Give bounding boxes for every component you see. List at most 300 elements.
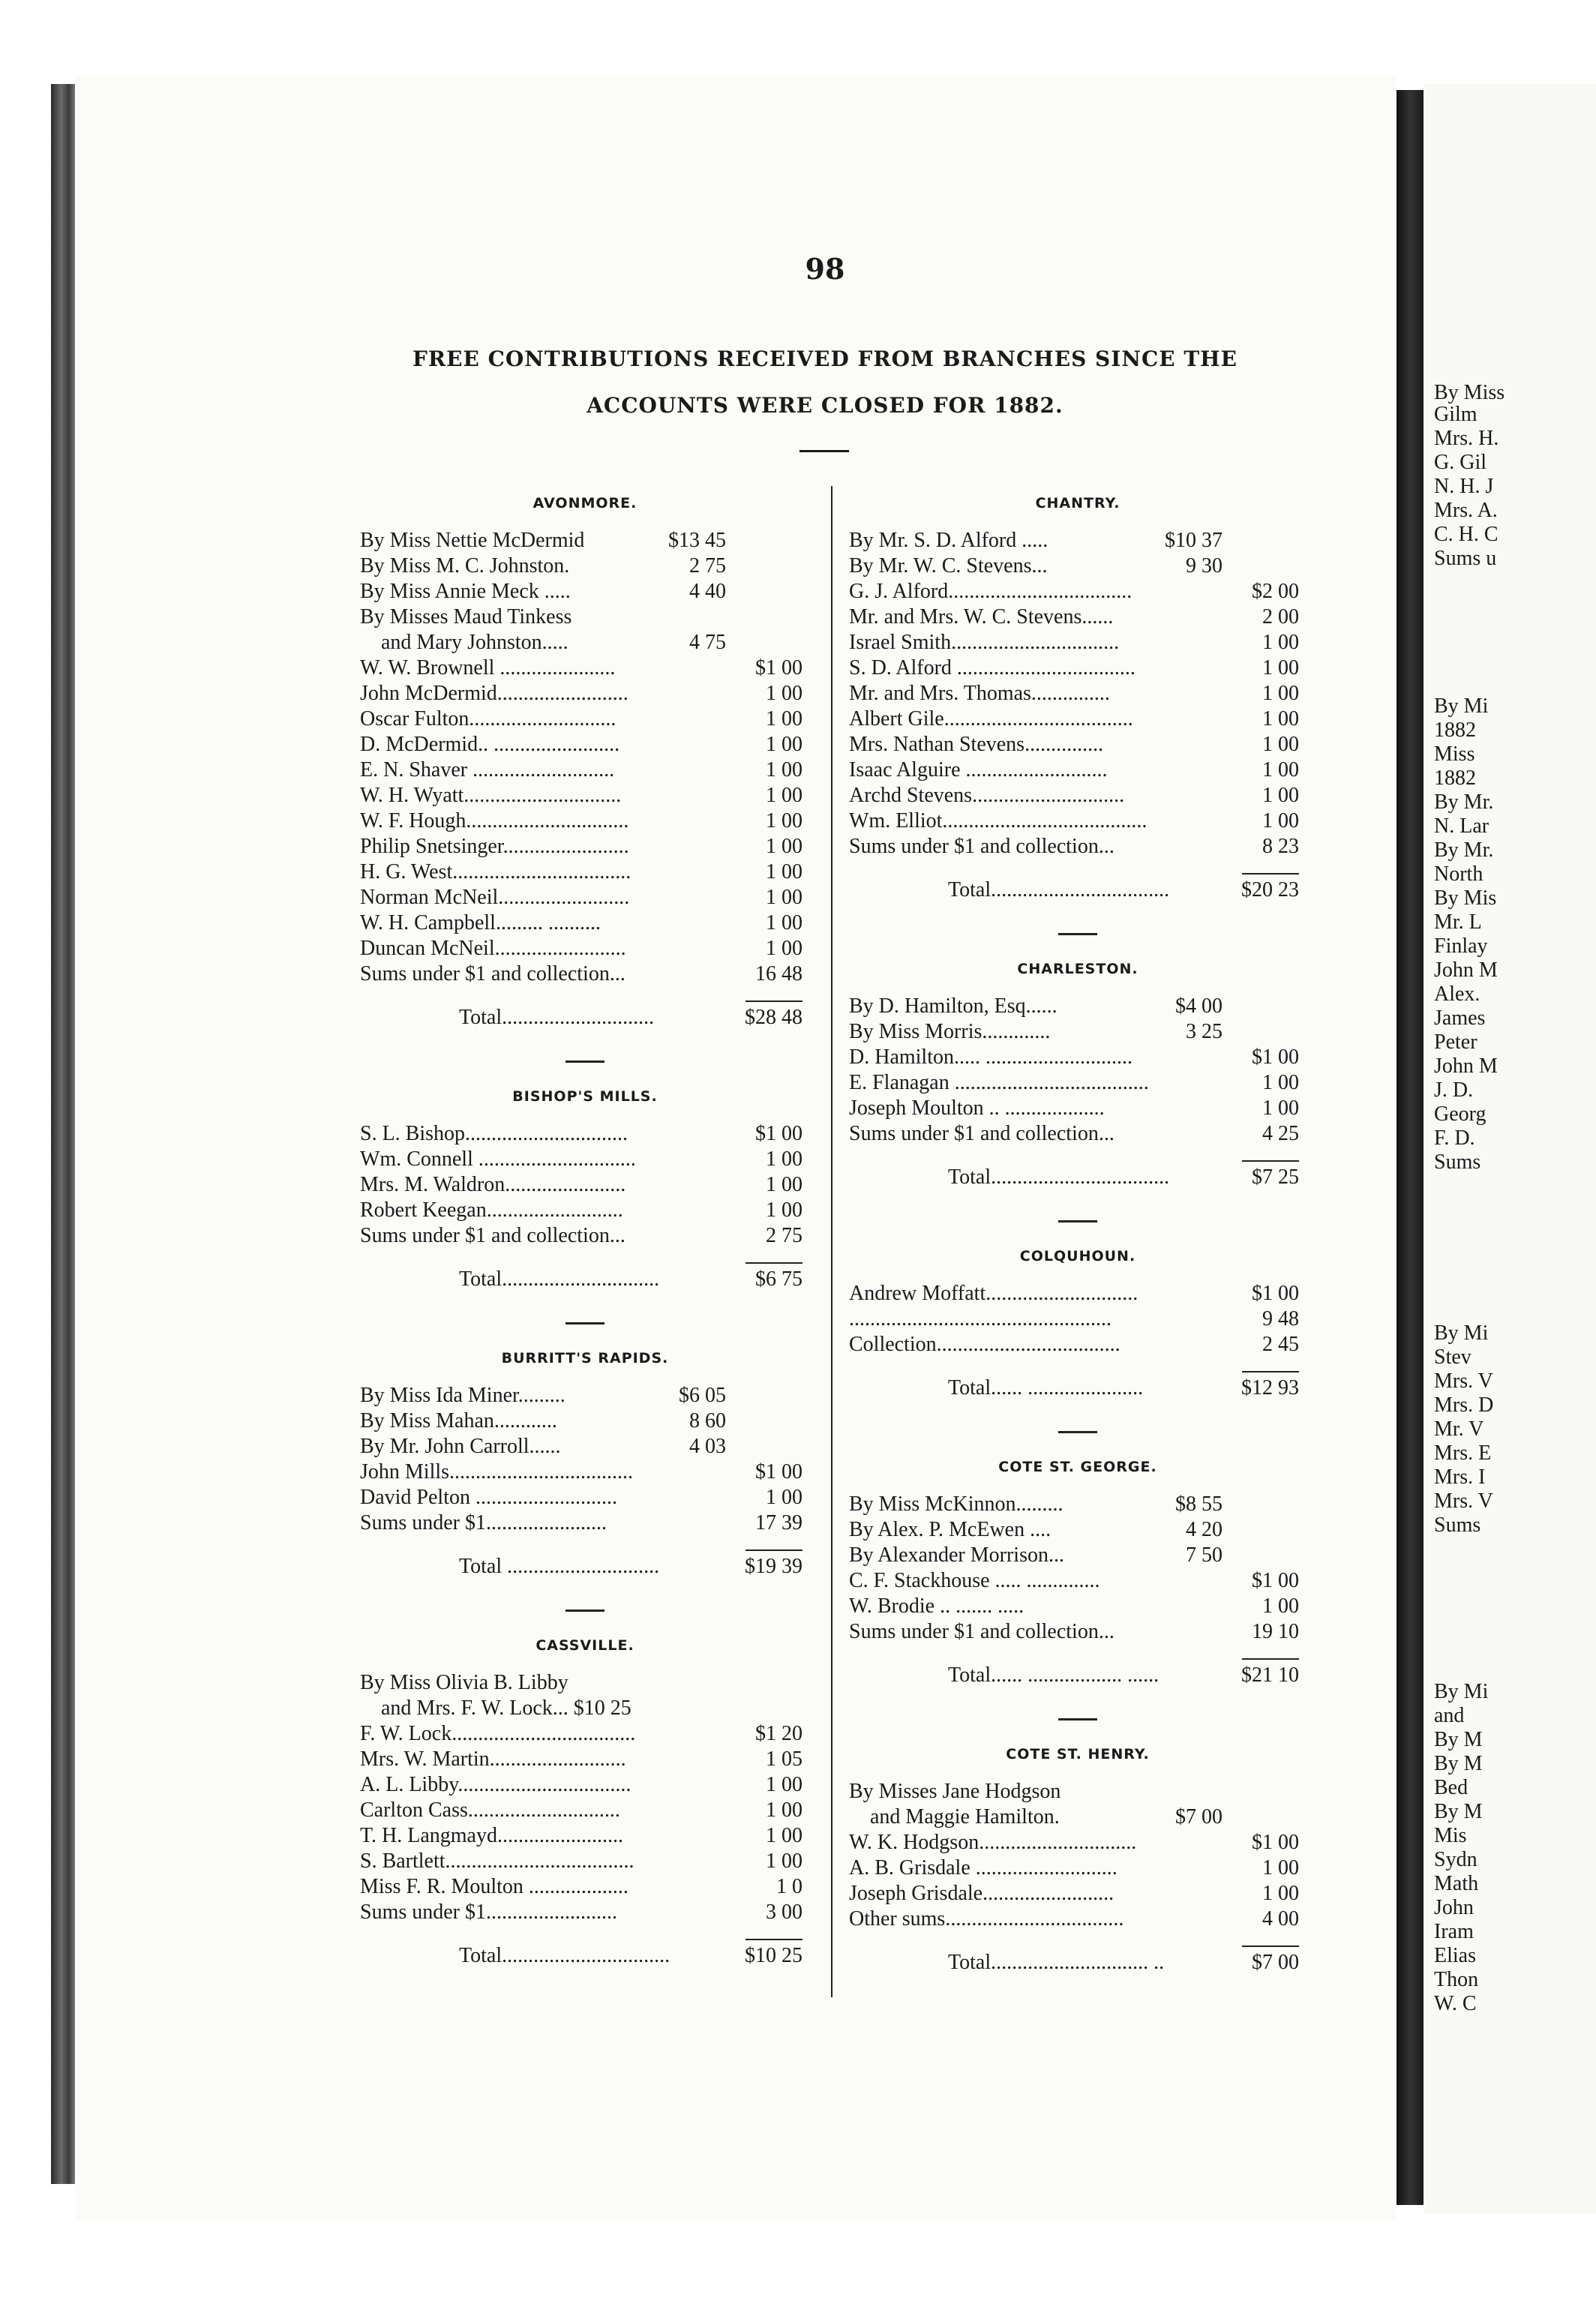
facing-page-text: By Mi bbox=[1434, 694, 1489, 718]
facing-page-text: By Mr. bbox=[1434, 790, 1494, 814]
total-label: Total................................ bbox=[459, 1944, 670, 1967]
entry-row bbox=[849, 834, 1306, 860]
facing-page-text: Alex. bbox=[1434, 982, 1480, 1006]
entry-label: Joseph Grisdale......................... bbox=[849, 1882, 1114, 1905]
entry-label: E. N. Shaver ........................... bbox=[360, 758, 615, 782]
total-amount: $21 10 bbox=[1241, 1664, 1299, 1687]
entry-row bbox=[849, 1121, 1306, 1147]
entry-row bbox=[849, 783, 1306, 808]
entry-label: W. H. Campbell......... .......... bbox=[360, 911, 601, 934]
book-gutter bbox=[1396, 90, 1424, 2205]
total-label: Total............................. bbox=[459, 1006, 655, 1029]
entry-row bbox=[849, 1281, 1306, 1306]
entry-amount: 1 00 bbox=[1262, 631, 1299, 654]
facing-page-text: Mr. L bbox=[1434, 910, 1482, 934]
facing-page-text: C. H. C bbox=[1434, 523, 1498, 546]
entry-label: T. H. Langmayd........................ bbox=[360, 1824, 623, 1847]
branch-section bbox=[360, 494, 810, 1030]
entry-row bbox=[360, 656, 810, 681]
entry-subamount: 4 20 bbox=[1186, 1518, 1222, 1541]
entry-amount: 1 00 bbox=[766, 1798, 802, 1822]
section-divider bbox=[1058, 1431, 1097, 1433]
facing-page-text: Stev bbox=[1434, 1346, 1472, 1369]
branch-title: CHARLESTON. bbox=[1017, 961, 1138, 977]
entry-amount: 17 39 bbox=[755, 1511, 802, 1534]
entry-label: By Miss Ida Miner......... bbox=[360, 1384, 566, 1407]
facing-page bbox=[1424, 84, 1596, 2214]
facing-page-text: John M bbox=[1434, 1054, 1498, 1078]
branch-section bbox=[849, 1246, 1306, 1401]
entry-amount: 1 00 bbox=[766, 911, 802, 934]
entry-row bbox=[360, 1223, 810, 1249]
facing-page-text: Bed bbox=[1434, 1776, 1468, 1799]
facing-page-text: Elias bbox=[1434, 1944, 1476, 1967]
entry-amount: 1 00 bbox=[766, 886, 802, 909]
heading-line-2: ACCOUNTS WERE CLOSED FOR 1882. bbox=[586, 393, 1064, 418]
entry-label: By Miss Mahan............ bbox=[360, 1409, 557, 1432]
entry-label: Wm. Connell .............................. bbox=[360, 1148, 636, 1171]
entry-label: Mrs. W. Martin.......................... bbox=[360, 1748, 626, 1771]
total-rule bbox=[1242, 1946, 1299, 1947]
total-label: Total...... .................. ...... bbox=[948, 1664, 1160, 1687]
facing-page-text: Mis bbox=[1434, 1824, 1467, 1847]
entry-subamount: $6 05 bbox=[679, 1384, 726, 1407]
entry-label: S. L. Bishop............................... bbox=[360, 1122, 628, 1145]
entry-row bbox=[360, 579, 810, 604]
entry-amount: 1 00 bbox=[766, 682, 802, 705]
entry-label: S. Bartlett.................................... bbox=[360, 1850, 634, 1873]
facing-page-text: By Mis bbox=[1434, 886, 1497, 910]
entry-label: Robert Keegan.......................... bbox=[360, 1198, 623, 1222]
entry-row bbox=[360, 1900, 810, 1925]
book-edge bbox=[51, 84, 76, 2184]
branch-title: CASSVILLE. bbox=[536, 1637, 634, 1654]
entry-row bbox=[360, 1747, 810, 1772]
entry-label: W. K. Hodgson.............................. bbox=[849, 1831, 1137, 1854]
facing-page-text: G. Gil bbox=[1434, 451, 1486, 474]
entry-amount: 3 00 bbox=[766, 1900, 802, 1924]
total-amount: $12 93 bbox=[1241, 1376, 1299, 1400]
facing-page-text: N. H. J bbox=[1434, 475, 1494, 498]
entry-row bbox=[849, 656, 1306, 681]
heading-rule bbox=[800, 450, 849, 452]
facing-page-text: Peter bbox=[1434, 1030, 1478, 1054]
branch-title: AVONMORE. bbox=[532, 495, 638, 512]
entry-row bbox=[849, 681, 1306, 706]
entry-row bbox=[849, 1492, 1306, 1517]
entry-row bbox=[849, 1543, 1306, 1568]
facing-page-text: Sums u bbox=[1434, 547, 1497, 570]
entry-amount: 8 23 bbox=[1262, 835, 1299, 858]
entry-amount: 1 00 bbox=[766, 1148, 802, 1171]
entry-amount: 1 00 bbox=[1262, 784, 1299, 807]
total-row bbox=[849, 1950, 1306, 1976]
entry-row bbox=[849, 630, 1306, 656]
entry-label: Mr. and Mrs. Thomas............... bbox=[849, 682, 1110, 705]
entry-label: Sums under $1 and collection... bbox=[360, 1224, 626, 1247]
facing-page-text: By Miss bbox=[1434, 381, 1505, 404]
entry-row bbox=[360, 1696, 810, 1721]
entry-row bbox=[360, 630, 810, 656]
entry-amount: 1 00 bbox=[766, 835, 802, 858]
entry-label: W. Brodie .. ....... ..... bbox=[849, 1594, 1024, 1618]
entry-label: Andrew Moffatt............................. bbox=[849, 1282, 1138, 1305]
entry-row bbox=[849, 1594, 1306, 1619]
facing-page-text: Iram bbox=[1434, 1920, 1474, 1943]
facing-page-text: John M bbox=[1434, 958, 1498, 982]
facing-page-text: N. Lar bbox=[1434, 814, 1490, 838]
entry-label: John McDermid......................... bbox=[360, 682, 628, 705]
entry-subamount: 9 30 bbox=[1186, 554, 1222, 578]
entry-row bbox=[849, 1306, 1306, 1332]
entry-row bbox=[849, 1096, 1306, 1121]
entry-label: Archd Stevens............................. bbox=[849, 784, 1125, 807]
facing-page-text: Sums bbox=[1434, 1514, 1481, 1537]
total-rule bbox=[1242, 1160, 1299, 1162]
facing-page-text: Gilm bbox=[1434, 403, 1478, 426]
entry-subamount: 3 25 bbox=[1186, 1020, 1222, 1043]
entry-label: Collection................................... bbox=[849, 1333, 1120, 1356]
facing-page-text: Mrs. V bbox=[1434, 1370, 1493, 1393]
entry-amount: 4 25 bbox=[1262, 1122, 1299, 1145]
entry-label: Norman McNeil......................... bbox=[360, 886, 630, 909]
entry-amount: 2 45 bbox=[1262, 1333, 1299, 1356]
facing-page-text: Mrs. D bbox=[1434, 1394, 1494, 1417]
entry-label: By Miss M. C. Johnston. bbox=[360, 554, 570, 578]
entry-row bbox=[360, 1383, 810, 1408]
entry-amount: 1 00 bbox=[1262, 758, 1299, 782]
entry-label: and Mrs. F. W. Lock... $10 25 bbox=[381, 1696, 632, 1720]
entry-label: By Miss Olivia B. Libby bbox=[360, 1671, 568, 1694]
entry-amount: 1 00 bbox=[766, 809, 802, 832]
entry-label: Mrs. M. Waldron....................... bbox=[360, 1173, 626, 1196]
facing-page-text: F. D. bbox=[1434, 1126, 1475, 1150]
entry-label: Isaac Alguire ........................... bbox=[849, 758, 1108, 782]
entry-amount: 1 00 bbox=[766, 1198, 802, 1222]
total-row bbox=[849, 1663, 1306, 1688]
entry-label: Sums under $1 and collection... bbox=[849, 835, 1114, 858]
entry-label: and Mary Johnston..... bbox=[381, 631, 568, 654]
entry-row bbox=[849, 604, 1306, 630]
entry-row bbox=[360, 1849, 810, 1874]
entry-row bbox=[360, 681, 810, 706]
entry-amount: 1 00 bbox=[1262, 733, 1299, 756]
entry-subamount: 7 50 bbox=[1186, 1544, 1222, 1567]
facing-page-text: Sums bbox=[1434, 1150, 1481, 1174]
entry-amount: 1 00 bbox=[1262, 707, 1299, 730]
entry-row bbox=[849, 1568, 1306, 1594]
entry-amount: $2 00 bbox=[1252, 580, 1299, 603]
entry-label: G. J. Alford................................... bbox=[849, 580, 1132, 603]
entry-row bbox=[849, 1070, 1306, 1096]
heading-line-1: FREE CONTRIBUTIONS RECEIVED FROM BRANCHES SINCE THE bbox=[412, 346, 1238, 371]
total-rule bbox=[1242, 1658, 1299, 1660]
entry-amount: $1 00 bbox=[1252, 1831, 1299, 1854]
entry-row bbox=[849, 1019, 1306, 1045]
entry-amount: 16 48 bbox=[755, 962, 802, 986]
entry-label: Carlton Cass............................. bbox=[360, 1798, 620, 1822]
facing-page-text: Mrs. A. bbox=[1434, 499, 1498, 522]
total-amount: $28 48 bbox=[745, 1006, 802, 1029]
entry-row bbox=[360, 1772, 810, 1798]
facing-page-text: By M bbox=[1434, 1800, 1483, 1823]
facing-page-text: and bbox=[1434, 1704, 1465, 1727]
facing-page-text: Mr. V bbox=[1434, 1418, 1484, 1441]
entry-row bbox=[849, 528, 1306, 554]
entry-label: By Miss Annie Meck ..... bbox=[360, 580, 571, 603]
entry-row bbox=[360, 1721, 810, 1747]
entry-label: By Mr. John Carroll...... bbox=[360, 1435, 561, 1458]
total-row bbox=[849, 1165, 1306, 1190]
entry-label: .................................................. bbox=[849, 1307, 1112, 1330]
entry-row bbox=[849, 579, 1306, 604]
branch-title: COTE ST. HENRY. bbox=[1006, 1746, 1150, 1762]
branch-section bbox=[360, 1087, 810, 1292]
facing-page-text: 1882 bbox=[1434, 718, 1476, 742]
entry-amount: 2 75 bbox=[766, 1224, 802, 1247]
entry-label: Mrs. Nathan Stevens............... bbox=[849, 733, 1104, 756]
entry-subamount: 8 60 bbox=[689, 1409, 726, 1432]
entry-label: A. L. Libby................................. bbox=[360, 1773, 632, 1796]
entry-row bbox=[849, 1517, 1306, 1543]
entry-label: W. F. Hough............................... bbox=[360, 809, 629, 832]
facing-page-text: John bbox=[1434, 1896, 1474, 1919]
entry-row bbox=[360, 1434, 810, 1460]
entry-label: and Maggie Hamilton. bbox=[870, 1805, 1060, 1828]
entry-label: By Mr. W. C. Stevens... bbox=[849, 554, 1048, 578]
facing-page-text: By M bbox=[1434, 1752, 1483, 1775]
entry-row bbox=[849, 1906, 1306, 1932]
entry-amount: 1 00 bbox=[1262, 1856, 1299, 1880]
entry-amount: 1 00 bbox=[766, 860, 802, 884]
entry-row bbox=[360, 1874, 810, 1900]
branch-section bbox=[849, 494, 1306, 903]
entry-row bbox=[360, 604, 810, 630]
entry-row bbox=[360, 732, 810, 758]
facing-page-text: Thon bbox=[1434, 1968, 1479, 1991]
entry-label: Albert Gile.................................... bbox=[849, 707, 1133, 730]
entry-label: E. Flanagan ..................................... bbox=[849, 1071, 1149, 1094]
branch-title: CHANTRY. bbox=[1035, 495, 1120, 512]
entry-amount: 1 00 bbox=[1262, 1071, 1299, 1094]
section-divider bbox=[566, 1060, 604, 1063]
branch-section bbox=[849, 959, 1306, 1190]
facing-page-text: Finlay bbox=[1434, 934, 1488, 958]
entry-row bbox=[849, 1881, 1306, 1906]
entry-label: A. B. Grisdale ........................... bbox=[849, 1856, 1118, 1880]
entry-row bbox=[360, 860, 810, 885]
entry-amount: 1 00 bbox=[766, 1824, 802, 1847]
entry-label: Sums under $1......................... bbox=[360, 1900, 617, 1924]
entry-row bbox=[360, 1460, 810, 1485]
entry-label: By D. Hamilton, Esq...... bbox=[849, 994, 1058, 1018]
entry-row bbox=[849, 1830, 1306, 1856]
total-rule bbox=[1242, 873, 1299, 874]
entry-row bbox=[360, 1485, 810, 1510]
entry-label: By Alexander Morrison... bbox=[849, 1544, 1064, 1567]
entry-label: By Miss McKinnon......... bbox=[849, 1492, 1064, 1516]
entry-row bbox=[360, 936, 810, 962]
total-label: Total ............................. bbox=[459, 1555, 660, 1578]
entry-amount: 1 00 bbox=[766, 784, 802, 807]
entry-amount: 19 10 bbox=[1252, 1620, 1299, 1643]
branch-section bbox=[849, 1744, 1306, 1976]
entry-label: By Mr. S. D. Alford ..... bbox=[849, 529, 1048, 552]
branch-section bbox=[849, 1457, 1306, 1688]
entry-label: Israel Smith................................ bbox=[849, 631, 1120, 654]
section-divider bbox=[1058, 1220, 1097, 1222]
entry-subamount: $7 00 bbox=[1175, 1805, 1222, 1828]
facing-page-text: Miss bbox=[1434, 742, 1475, 766]
entry-label: By Misses Maud Tinkess bbox=[360, 605, 572, 628]
total-rule bbox=[746, 1000, 802, 1002]
entry-row bbox=[360, 1798, 810, 1823]
entry-label: Duncan McNeil......................... bbox=[360, 937, 626, 960]
total-amount: $7 00 bbox=[1252, 1951, 1299, 1974]
total-rule bbox=[746, 1550, 802, 1551]
entry-row bbox=[849, 1619, 1306, 1645]
entry-amount: $1 00 bbox=[1252, 1046, 1299, 1069]
total-row bbox=[360, 1554, 810, 1580]
entry-label: Sums under $1 and collection... bbox=[849, 1620, 1114, 1643]
total-rule bbox=[1242, 1371, 1299, 1372]
entry-label: By Alex. P. McEwen .... bbox=[849, 1518, 1052, 1541]
entry-label: D. McDermid.. ........................ bbox=[360, 733, 620, 756]
branch-title: COLQUHOUN. bbox=[1019, 1248, 1136, 1264]
total-row bbox=[360, 1005, 810, 1030]
left-column bbox=[360, 489, 810, 1969]
facing-page-text: Mrs. I bbox=[1434, 1466, 1486, 1489]
entry-row bbox=[849, 1804, 1306, 1830]
total-rule bbox=[746, 1939, 802, 1940]
branch-title: COTE ST. GEORGE. bbox=[998, 1459, 1157, 1475]
facing-page-text: Georg bbox=[1434, 1102, 1486, 1126]
entry-amount: $1 00 bbox=[755, 656, 802, 680]
entry-row bbox=[360, 1198, 810, 1223]
entry-label: Wm. Elliot....................................... bbox=[849, 809, 1148, 832]
entry-label: Philip Snetsinger........................ bbox=[360, 835, 629, 858]
entry-label: Sums under $1....................... bbox=[360, 1511, 607, 1534]
branch-title: BISHOP'S MILLS. bbox=[512, 1088, 658, 1105]
section-divider bbox=[1058, 933, 1097, 935]
entry-label: By Miss Nettie McDermid bbox=[360, 529, 585, 552]
facing-page-text: James bbox=[1434, 1006, 1486, 1030]
entry-row bbox=[360, 1408, 810, 1434]
entry-row bbox=[849, 706, 1306, 732]
entry-subamount: $8 55 bbox=[1175, 1492, 1222, 1516]
entry-amount: 1 00 bbox=[766, 733, 802, 756]
total-row bbox=[360, 1943, 810, 1969]
total-label: Total.................................. bbox=[948, 878, 1170, 902]
entry-label: John Mills................................... bbox=[360, 1460, 634, 1484]
section-divider bbox=[566, 1322, 604, 1324]
entry-amount: 4 00 bbox=[1262, 1907, 1299, 1930]
entry-amount: 1 05 bbox=[766, 1748, 802, 1771]
entry-row bbox=[360, 910, 810, 936]
entry-amount: 2 00 bbox=[1262, 605, 1299, 628]
section-divider bbox=[1058, 1718, 1097, 1720]
total-row bbox=[849, 878, 1306, 903]
column-divider bbox=[831, 486, 832, 1997]
branch-section bbox=[360, 1636, 810, 1969]
entry-row bbox=[849, 554, 1306, 579]
facing-page-text: By Mr. bbox=[1434, 838, 1494, 862]
entry-row bbox=[360, 834, 810, 860]
entry-amount: 1 00 bbox=[1262, 656, 1299, 680]
facing-page-text: Mrs. V bbox=[1434, 1490, 1493, 1513]
entry-row bbox=[849, 1856, 1306, 1881]
entry-label: Joseph Moulton .. ................... bbox=[849, 1096, 1105, 1120]
entry-amount: 1 00 bbox=[1262, 809, 1299, 832]
entry-label: S. D. Alford .................................. bbox=[849, 656, 1136, 680]
entry-label: F. W. Lock................................... bbox=[360, 1722, 636, 1745]
entry-row bbox=[849, 1332, 1306, 1358]
entry-label: Mr. and Mrs. W. C. Stevens...... bbox=[849, 605, 1114, 628]
entry-label: By Miss Morris............. bbox=[849, 1020, 1051, 1043]
entry-label: Miss F. R. Moulton ................... bbox=[360, 1875, 628, 1898]
entry-row bbox=[849, 1045, 1306, 1070]
branch-section bbox=[360, 1348, 810, 1580]
entry-amount: 1 00 bbox=[766, 1850, 802, 1873]
total-label: Total.............................. .. bbox=[948, 1951, 1165, 1974]
entry-subamount: 4 40 bbox=[689, 580, 726, 603]
total-rule bbox=[746, 1262, 802, 1264]
total-row bbox=[360, 1267, 810, 1292]
facing-page-text: Math bbox=[1434, 1872, 1479, 1895]
entry-label: H. G. West.................................. bbox=[360, 860, 632, 884]
entry-label: D. Hamilton..... ............................ bbox=[849, 1046, 1132, 1069]
total-label: Total.............................. bbox=[459, 1268, 660, 1291]
entry-amount: $1 00 bbox=[755, 1122, 802, 1145]
entry-row bbox=[849, 1779, 1306, 1804]
entry-label: Oscar Fulton............................ bbox=[360, 707, 616, 730]
entry-amount: 1 00 bbox=[766, 758, 802, 782]
total-amount: $6 75 bbox=[755, 1268, 802, 1291]
total-label: Total...... ...................... bbox=[948, 1376, 1144, 1400]
section-divider bbox=[566, 1610, 604, 1612]
total-amount: $7 25 bbox=[1252, 1166, 1299, 1189]
entry-label: W. H. Wyatt.............................. bbox=[360, 784, 622, 807]
entry-amount: $1 00 bbox=[1252, 1282, 1299, 1305]
entry-subamount: $10 37 bbox=[1165, 529, 1222, 552]
entry-label: David Pelton ........................... bbox=[360, 1486, 617, 1509]
total-amount: $10 25 bbox=[745, 1944, 802, 1967]
entry-amount: 1 00 bbox=[1262, 1882, 1299, 1905]
entry-row bbox=[360, 554, 810, 579]
entry-label: Other sums.................................. bbox=[849, 1907, 1124, 1930]
entry-amount: $1 00 bbox=[755, 1460, 802, 1484]
entry-row bbox=[849, 732, 1306, 758]
entry-row bbox=[360, 1670, 810, 1696]
facing-page-text: Mrs. H. bbox=[1434, 427, 1499, 450]
entry-amount: 1 0 bbox=[776, 1875, 802, 1898]
entry-amount: 1 00 bbox=[766, 1173, 802, 1196]
entry-row bbox=[360, 1147, 810, 1172]
facing-page-text: J. D. bbox=[1434, 1078, 1474, 1102]
facing-page-text: W. C bbox=[1434, 1992, 1477, 2015]
facing-page-text: North bbox=[1434, 862, 1484, 886]
entry-subamount: $4 00 bbox=[1175, 994, 1222, 1018]
entry-row bbox=[849, 758, 1306, 783]
entry-row bbox=[360, 758, 810, 783]
branch-title: BURRITT'S RAPIDS. bbox=[501, 1350, 669, 1366]
right-column bbox=[849, 489, 1306, 1976]
entry-row bbox=[849, 808, 1306, 834]
facing-page-text: Mrs. E bbox=[1434, 1442, 1492, 1465]
entry-row bbox=[360, 528, 810, 554]
facing-page-text: Sydn bbox=[1434, 1848, 1478, 1871]
entry-amount: $1 20 bbox=[755, 1722, 802, 1745]
